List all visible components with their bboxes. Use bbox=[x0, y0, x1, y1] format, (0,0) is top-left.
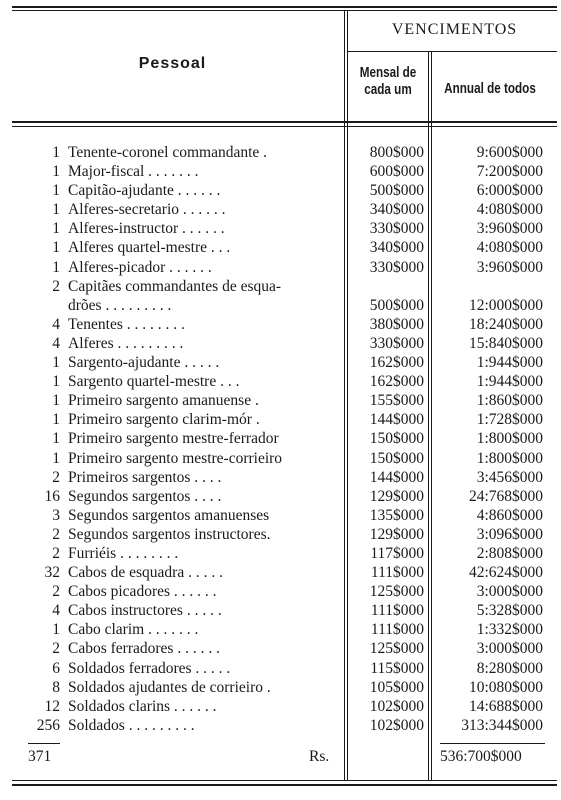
row-qty: 1 bbox=[52, 621, 60, 639]
row-qty: 1 bbox=[52, 411, 60, 429]
table-row bbox=[0, 639, 561, 658]
row-mensal: 330$000 bbox=[369, 334, 424, 352]
row-qty: 32 bbox=[44, 564, 60, 582]
row-description: Alferes . . . . . . . . . bbox=[68, 334, 184, 352]
row-qty: 1 bbox=[52, 354, 60, 372]
row-qty: 12 bbox=[44, 697, 60, 715]
row-description: Major-fiscal . . . . . . . bbox=[68, 163, 199, 181]
table-row bbox=[0, 506, 561, 525]
row-mensal: 115$000 bbox=[370, 659, 424, 677]
table-row bbox=[0, 716, 561, 735]
row-qty: 4 bbox=[52, 334, 60, 352]
row-qty: 3 bbox=[52, 506, 60, 524]
row-description: Tenente-coronel commandante . bbox=[68, 144, 268, 161]
row-mensal: 330$000 bbox=[369, 220, 424, 238]
row-mensal: 135$000 bbox=[369, 506, 424, 524]
row-mensal: 600$000 bbox=[369, 163, 424, 181]
row-description: Sargento-ajudante . . . . . bbox=[68, 354, 220, 372]
row-annual: 6:000$000 bbox=[476, 182, 543, 200]
row-description: Capitães commandantes de esqua- bbox=[68, 277, 282, 295]
table-row bbox=[0, 525, 561, 544]
row-qty: 2 bbox=[52, 277, 60, 295]
row-annual: 3:000$000 bbox=[476, 583, 543, 601]
mensal-header bbox=[357, 64, 419, 98]
row-description: Alferes-instructor . . . . . . bbox=[68, 220, 225, 238]
row-mensal: 129$000 bbox=[369, 487, 424, 505]
mensal-header-line-1: Mensal de bbox=[359, 64, 417, 81]
row-qty: 1 bbox=[52, 163, 60, 181]
row-description: Capitão-ajudante . . . . . . bbox=[68, 182, 221, 200]
table-row bbox=[0, 429, 561, 448]
qty-subtotal-rule bbox=[28, 743, 60, 744]
row-annual: 3:960$000 bbox=[476, 258, 543, 276]
row-annual: 4:860$000 bbox=[476, 506, 543, 524]
row-mensal: 330$000 bbox=[369, 258, 424, 276]
row-annual: 1:800$000 bbox=[476, 449, 543, 467]
row-annual: 3:960$000 bbox=[476, 220, 543, 238]
row-qty: 1 bbox=[52, 201, 60, 219]
table-row bbox=[0, 659, 561, 678]
row-mensal: 800$000 bbox=[369, 144, 424, 161]
row-annual: 9:600$000 bbox=[476, 144, 543, 161]
top-rule bbox=[12, 6, 557, 8]
row-description: Segundos sargentos . . . . bbox=[68, 487, 222, 505]
row-description: Soldados ferradores . . . . . bbox=[68, 659, 231, 677]
table-row bbox=[0, 258, 561, 277]
row-qty: 256 bbox=[36, 716, 60, 734]
row-mensal: 162$000 bbox=[369, 373, 424, 391]
row-annual: 15:840$000 bbox=[468, 334, 543, 352]
row-qty: 2 bbox=[52, 583, 60, 601]
row-annual: 313:344$000 bbox=[461, 716, 543, 734]
table-row bbox=[0, 620, 561, 639]
row-qty: 1 bbox=[52, 182, 60, 200]
row-annual: 18:240$000 bbox=[468, 315, 543, 333]
row-annual: 1:332$000 bbox=[476, 621, 543, 639]
row-annual: 10:080$000 bbox=[468, 678, 543, 696]
row-annual: 42:624$000 bbox=[468, 564, 543, 582]
row-qty: 1 bbox=[52, 373, 60, 391]
row-qty: 2 bbox=[52, 468, 60, 486]
row-qty: 1 bbox=[52, 392, 60, 410]
table-row bbox=[0, 277, 561, 296]
annual-header: Annual de todos bbox=[444, 80, 536, 97]
row-description: drões . . . . . . . . . bbox=[68, 296, 172, 314]
row-qty: 2 bbox=[52, 525, 60, 543]
row-mensal: 129$000 bbox=[369, 525, 424, 543]
row-description: Alferes quartel-mestre . . . bbox=[68, 239, 231, 257]
table-row bbox=[0, 697, 561, 716]
row-annual: 1:728$000 bbox=[476, 411, 543, 429]
table-row bbox=[0, 143, 561, 162]
row-description: Primeiro sargento mestre-ferrador bbox=[68, 430, 279, 448]
row-annual: 7:200$000 bbox=[476, 163, 543, 181]
table-row bbox=[0, 487, 561, 506]
row-description: Tenentes . . . . . . . . bbox=[68, 315, 185, 333]
table-row bbox=[0, 410, 561, 429]
row-annual: 1:944$000 bbox=[476, 354, 543, 372]
row-description: Primeiro sargento mestre-corrieiro bbox=[68, 449, 283, 467]
table-row bbox=[0, 200, 561, 219]
header-bottom-rule bbox=[12, 121, 557, 123]
row-annual: 14:688$000 bbox=[468, 697, 543, 715]
row-qty: 1 bbox=[52, 258, 60, 276]
row-description: Soldados ajudantes de corrieiro . bbox=[68, 678, 271, 696]
row-description: Alferes-secretario . . . . . . bbox=[68, 201, 226, 219]
row-annual: 3:456$000 bbox=[476, 468, 543, 486]
row-qty: 1 bbox=[52, 449, 60, 467]
row-annual: 1:944$000 bbox=[476, 373, 543, 391]
top-rule-thin bbox=[12, 10, 557, 11]
table-row bbox=[0, 296, 561, 315]
pessoal-header: Pessoal bbox=[138, 55, 207, 72]
row-mensal: 144$000 bbox=[369, 411, 424, 429]
bottom-rule-thin bbox=[12, 780, 557, 781]
row-annual: 1:860$000 bbox=[476, 392, 543, 410]
row-qty: 1 bbox=[52, 144, 60, 161]
row-description: Cabos instructores . . . . . bbox=[68, 602, 222, 620]
row-mensal: 111$000 bbox=[370, 621, 424, 639]
row-mensal: 102$000 bbox=[369, 716, 424, 734]
total-row bbox=[0, 748, 561, 770]
row-mensal: 102$000 bbox=[369, 697, 424, 715]
table-row bbox=[0, 449, 561, 468]
table-row bbox=[0, 468, 561, 487]
row-mensal: 125$000 bbox=[369, 640, 424, 658]
table-row bbox=[0, 181, 561, 200]
row-mensal: 150$000 bbox=[369, 430, 424, 448]
mensal-header-line-2: cada um bbox=[364, 81, 412, 98]
row-mensal: 340$000 bbox=[369, 201, 424, 219]
row-annual: 1:800$000 bbox=[476, 430, 543, 448]
row-description: Alferes-picador . . . . . . bbox=[68, 258, 212, 276]
table-row bbox=[0, 238, 561, 257]
row-mensal: 150$000 bbox=[369, 449, 424, 467]
table-row bbox=[0, 391, 561, 410]
row-qty: 4 bbox=[52, 602, 60, 620]
row-qty: 2 bbox=[52, 640, 60, 658]
row-mensal: 162$000 bbox=[369, 354, 424, 372]
row-description: Furriéis . . . . . . . . bbox=[68, 544, 179, 562]
total-annual: 536:700$000 bbox=[440, 748, 522, 765]
row-mensal: 380$000 bbox=[369, 315, 424, 333]
row-description: Primeiro sargento amanuense . bbox=[68, 392, 259, 410]
row-annual: 2:808$000 bbox=[476, 544, 543, 562]
row-description: Cabo clarim . . . . . . . bbox=[68, 621, 199, 639]
row-mensal: 340$000 bbox=[369, 239, 424, 257]
row-mensal: 125$000 bbox=[369, 583, 424, 601]
row-annual: 4:080$000 bbox=[476, 239, 543, 257]
table-row bbox=[0, 544, 561, 563]
table-row bbox=[0, 582, 561, 601]
row-description: Primeiros sargentos . . . . bbox=[68, 468, 222, 486]
row-description: Soldados clarins . . . . . . bbox=[68, 697, 217, 715]
row-qty: 2 bbox=[52, 544, 60, 562]
row-annual: 12:000$000 bbox=[468, 296, 543, 314]
row-qty: 6 bbox=[52, 659, 60, 677]
row-mensal: 105$000 bbox=[369, 678, 424, 696]
row-annual: 4:080$000 bbox=[476, 201, 543, 219]
row-mensal: 500$000 bbox=[369, 296, 424, 314]
total-qty: 371 bbox=[28, 748, 52, 765]
table-row bbox=[0, 162, 561, 181]
row-annual: 3:000$000 bbox=[476, 640, 543, 658]
row-description: Cabos ferradores . . . . . . bbox=[68, 640, 220, 658]
table-row bbox=[0, 334, 561, 353]
row-qty: 1 bbox=[52, 430, 60, 448]
row-annual: 24:768$000 bbox=[468, 487, 543, 505]
row-description: Primeiro sargento clarim-mór . bbox=[68, 411, 260, 429]
row-mensal: 117$000 bbox=[370, 544, 424, 562]
row-description: Cabos picadores . . . . . . bbox=[68, 583, 217, 601]
row-qty: 16 bbox=[44, 487, 60, 505]
table-row bbox=[0, 372, 561, 391]
row-mensal: 500$000 bbox=[369, 182, 424, 200]
annual-subtotal-rule bbox=[440, 743, 545, 744]
table-row bbox=[0, 601, 561, 620]
row-annual: 3:096$000 bbox=[476, 525, 543, 543]
row-description: Soldados . . . . . . . . . bbox=[68, 716, 195, 734]
row-qty: 1 bbox=[52, 239, 60, 257]
total-currency-label: Rs. bbox=[309, 748, 330, 765]
row-qty: 8 bbox=[52, 678, 60, 696]
row-annual: 5:328$000 bbox=[476, 602, 543, 620]
row-qty: 1 bbox=[52, 220, 60, 238]
vencimentos-underline bbox=[348, 51, 557, 52]
row-annual: 8:280$000 bbox=[476, 659, 543, 677]
table-row bbox=[0, 353, 561, 372]
row-mensal: 111$000 bbox=[370, 564, 424, 582]
row-mensal: 111$000 bbox=[370, 602, 424, 620]
row-description: Segundos sargentos amanuenses bbox=[68, 506, 270, 524]
table-row bbox=[0, 563, 561, 582]
table-row bbox=[0, 219, 561, 238]
bottom-rule bbox=[12, 784, 557, 786]
table-row bbox=[0, 678, 561, 697]
row-mensal: 155$000 bbox=[369, 392, 424, 410]
row-mensal: 144$000 bbox=[369, 468, 424, 486]
row-description: Sargento quartel-mestre . . . bbox=[68, 373, 240, 391]
row-description: Segundos sargentos instructores. bbox=[68, 525, 271, 543]
personnel-table bbox=[0, 143, 561, 735]
row-description: Cabos de esquadra . . . . . bbox=[68, 564, 223, 582]
header-bottom-rule-thin bbox=[12, 126, 557, 127]
vencimentos-header: VENCIMENTOS bbox=[391, 21, 518, 38]
table-row bbox=[0, 315, 561, 334]
row-qty: 4 bbox=[52, 315, 60, 333]
